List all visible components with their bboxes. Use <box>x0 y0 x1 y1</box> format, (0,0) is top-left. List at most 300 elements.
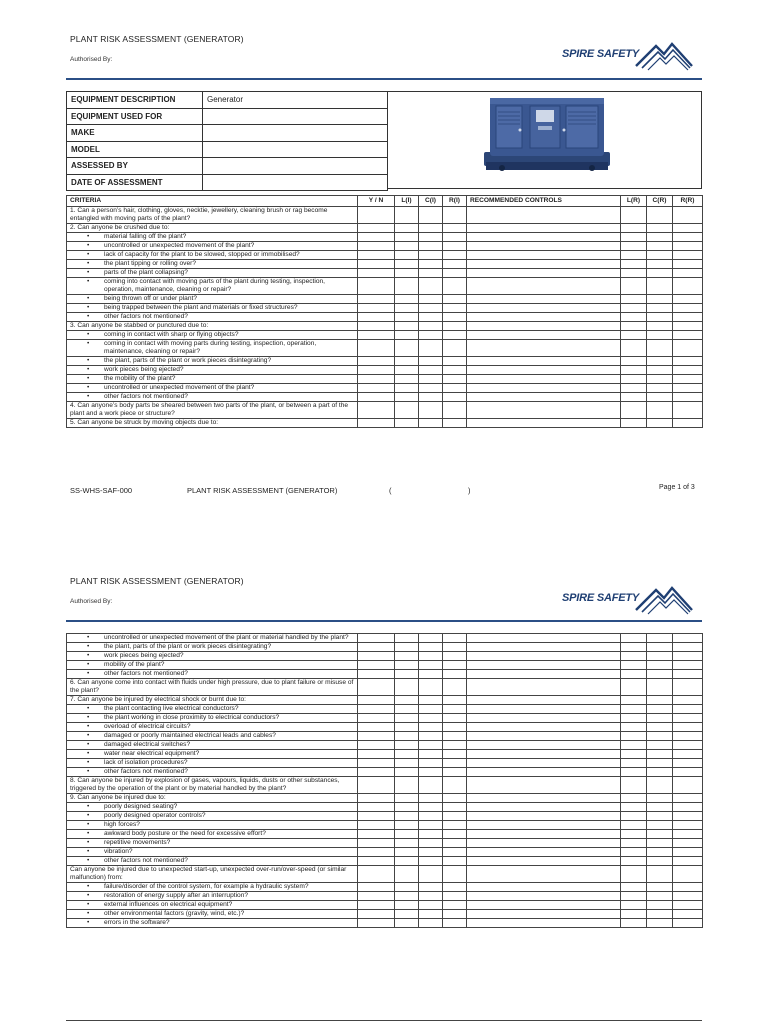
li-cell[interactable] <box>395 652 419 661</box>
lr-cell[interactable] <box>621 883 647 892</box>
yn-cell[interactable] <box>358 768 395 777</box>
ci-cell[interactable] <box>419 251 443 260</box>
li-cell[interactable] <box>395 331 419 340</box>
rr-cell[interactable] <box>673 723 703 732</box>
ci-cell[interactable] <box>419 269 443 278</box>
ci-cell[interactable] <box>419 857 443 866</box>
ri-cell[interactable] <box>443 295 467 304</box>
lr-cell[interactable] <box>621 750 647 759</box>
ri-cell[interactable] <box>443 794 467 803</box>
ri-cell[interactable] <box>443 768 467 777</box>
lr-cell[interactable] <box>621 357 647 366</box>
ci-cell[interactable] <box>419 892 443 901</box>
lr-cell[interactable] <box>621 652 647 661</box>
yn-cell[interactable] <box>358 714 395 723</box>
yn-cell[interactable] <box>358 295 395 304</box>
controls-cell[interactable] <box>467 901 621 910</box>
lr-cell[interactable] <box>621 759 647 768</box>
li-cell[interactable] <box>395 242 419 251</box>
ci-cell[interactable] <box>419 803 443 812</box>
rr-cell[interactable] <box>673 750 703 759</box>
rr-cell[interactable] <box>673 741 703 750</box>
equipment-field-value[interactable] <box>203 141 388 158</box>
yn-cell[interactable] <box>358 723 395 732</box>
yn-cell[interactable] <box>358 759 395 768</box>
controls-cell[interactable] <box>467 224 621 233</box>
yn-cell[interactable] <box>358 732 395 741</box>
lr-cell[interactable] <box>621 848 647 857</box>
ri-cell[interactable] <box>443 224 467 233</box>
yn-cell[interactable] <box>358 242 395 251</box>
rr-cell[interactable] <box>673 260 703 269</box>
yn-cell[interactable] <box>358 634 395 643</box>
controls-cell[interactable] <box>467 251 621 260</box>
rr-cell[interactable] <box>673 634 703 643</box>
ri-cell[interactable] <box>443 812 467 821</box>
lr-cell[interactable] <box>621 732 647 741</box>
li-cell[interactable] <box>395 696 419 705</box>
ci-cell[interactable] <box>419 759 443 768</box>
li-cell[interactable] <box>395 366 419 375</box>
ri-cell[interactable] <box>443 741 467 750</box>
ci-cell[interactable] <box>419 670 443 679</box>
ri-cell[interactable] <box>443 233 467 242</box>
controls-cell[interactable] <box>467 207 621 224</box>
equipment-field-value[interactable] <box>203 174 388 191</box>
ci-cell[interactable] <box>419 375 443 384</box>
lr-cell[interactable] <box>621 340 647 357</box>
ci-cell[interactable] <box>419 821 443 830</box>
controls-cell[interactable] <box>467 384 621 393</box>
yn-cell[interactable] <box>358 393 395 402</box>
controls-cell[interactable] <box>467 402 621 419</box>
controls-cell[interactable] <box>467 794 621 803</box>
controls-cell[interactable] <box>467 768 621 777</box>
lr-cell[interactable] <box>621 260 647 269</box>
yn-cell[interactable] <box>358 705 395 714</box>
ci-cell[interactable] <box>419 278 443 295</box>
rr-cell[interactable] <box>673 919 703 928</box>
ri-cell[interactable] <box>443 652 467 661</box>
lr-cell[interactable] <box>621 419 647 428</box>
cr-cell[interactable] <box>647 233 673 242</box>
yn-cell[interactable] <box>358 331 395 340</box>
ri-cell[interactable] <box>443 643 467 652</box>
rr-cell[interactable] <box>673 207 703 224</box>
ri-cell[interactable] <box>443 848 467 857</box>
li-cell[interactable] <box>395 714 419 723</box>
controls-cell[interactable] <box>467 304 621 313</box>
controls-cell[interactable] <box>467 866 621 883</box>
yn-cell[interactable] <box>358 670 395 679</box>
ri-cell[interactable] <box>443 322 467 331</box>
controls-cell[interactable] <box>467 910 621 919</box>
ri-cell[interactable] <box>443 278 467 295</box>
li-cell[interactable] <box>395 661 419 670</box>
rr-cell[interactable] <box>673 322 703 331</box>
controls-cell[interactable] <box>467 366 621 375</box>
cr-cell[interactable] <box>647 830 673 839</box>
ri-cell[interactable] <box>443 857 467 866</box>
cr-cell[interactable] <box>647 910 673 919</box>
controls-cell[interactable] <box>467 741 621 750</box>
li-cell[interactable] <box>395 269 419 278</box>
li-cell[interactable] <box>395 777 419 794</box>
lr-cell[interactable] <box>621 777 647 794</box>
lr-cell[interactable] <box>621 714 647 723</box>
rr-cell[interactable] <box>673 331 703 340</box>
rr-cell[interactable] <box>673 830 703 839</box>
rr-cell[interactable] <box>673 839 703 848</box>
li-cell[interactable] <box>395 821 419 830</box>
cr-cell[interactable] <box>647 696 673 705</box>
lr-cell[interactable] <box>621 696 647 705</box>
li-cell[interactable] <box>395 910 419 919</box>
controls-cell[interactable] <box>467 812 621 821</box>
li-cell[interactable] <box>395 233 419 242</box>
controls-cell[interactable] <box>467 821 621 830</box>
ri-cell[interactable] <box>443 375 467 384</box>
rr-cell[interactable] <box>673 866 703 883</box>
ri-cell[interactable] <box>443 883 467 892</box>
ri-cell[interactable] <box>443 910 467 919</box>
lr-cell[interactable] <box>621 919 647 928</box>
ci-cell[interactable] <box>419 402 443 419</box>
cr-cell[interactable] <box>647 366 673 375</box>
lr-cell[interactable] <box>621 794 647 803</box>
li-cell[interactable] <box>395 419 419 428</box>
cr-cell[interactable] <box>647 340 673 357</box>
controls-cell[interactable] <box>467 393 621 402</box>
yn-cell[interactable] <box>358 741 395 750</box>
yn-cell[interactable] <box>358 366 395 375</box>
ri-cell[interactable] <box>443 304 467 313</box>
rr-cell[interactable] <box>673 643 703 652</box>
yn-cell[interactable] <box>358 269 395 278</box>
yn-cell[interactable] <box>358 340 395 357</box>
yn-cell[interactable] <box>358 794 395 803</box>
equipment-field-value[interactable]: Generator <box>203 92 388 109</box>
yn-cell[interactable] <box>358 901 395 910</box>
lr-cell[interactable] <box>621 269 647 278</box>
ri-cell[interactable] <box>443 366 467 375</box>
li-cell[interactable] <box>395 357 419 366</box>
controls-cell[interactable] <box>467 857 621 866</box>
rr-cell[interactable] <box>673 340 703 357</box>
yn-cell[interactable] <box>358 910 395 919</box>
controls-cell[interactable] <box>467 357 621 366</box>
rr-cell[interactable] <box>673 857 703 866</box>
lr-cell[interactable] <box>621 803 647 812</box>
rr-cell[interactable] <box>673 313 703 322</box>
lr-cell[interactable] <box>621 304 647 313</box>
ci-cell[interactable] <box>419 366 443 375</box>
ci-cell[interactable] <box>419 419 443 428</box>
lr-cell[interactable] <box>621 366 647 375</box>
rr-cell[interactable] <box>673 366 703 375</box>
rr-cell[interactable] <box>673 224 703 233</box>
ri-cell[interactable] <box>443 340 467 357</box>
li-cell[interactable] <box>395 322 419 331</box>
ci-cell[interactable] <box>419 794 443 803</box>
rr-cell[interactable] <box>673 233 703 242</box>
cr-cell[interactable] <box>647 313 673 322</box>
yn-cell[interactable] <box>358 919 395 928</box>
ri-cell[interactable] <box>443 242 467 251</box>
yn-cell[interactable] <box>358 883 395 892</box>
cr-cell[interactable] <box>647 794 673 803</box>
yn-cell[interactable] <box>358 696 395 705</box>
lr-cell[interactable] <box>621 224 647 233</box>
li-cell[interactable] <box>395 741 419 750</box>
ri-cell[interactable] <box>443 839 467 848</box>
li-cell[interactable] <box>395 393 419 402</box>
li-cell[interactable] <box>395 901 419 910</box>
cr-cell[interactable] <box>647 759 673 768</box>
cr-cell[interactable] <box>647 357 673 366</box>
equipment-field-value[interactable] <box>203 108 388 125</box>
cr-cell[interactable] <box>647 768 673 777</box>
controls-cell[interactable] <box>467 750 621 759</box>
cr-cell[interactable] <box>647 375 673 384</box>
controls-cell[interactable] <box>467 848 621 857</box>
ci-cell[interactable] <box>419 679 443 696</box>
li-cell[interactable] <box>395 803 419 812</box>
rr-cell[interactable] <box>673 794 703 803</box>
yn-cell[interactable] <box>358 839 395 848</box>
lr-cell[interactable] <box>621 295 647 304</box>
controls-cell[interactable] <box>467 723 621 732</box>
li-cell[interactable] <box>395 313 419 322</box>
ci-cell[interactable] <box>419 331 443 340</box>
ri-cell[interactable] <box>443 901 467 910</box>
rr-cell[interactable] <box>673 768 703 777</box>
ci-cell[interactable] <box>419 233 443 242</box>
cr-cell[interactable] <box>647 304 673 313</box>
lr-cell[interactable] <box>621 821 647 830</box>
ci-cell[interactable] <box>419 723 443 732</box>
cr-cell[interactable] <box>647 322 673 331</box>
cr-cell[interactable] <box>647 207 673 224</box>
cr-cell[interactable] <box>647 260 673 269</box>
ri-cell[interactable] <box>443 661 467 670</box>
rr-cell[interactable] <box>673 278 703 295</box>
yn-cell[interactable] <box>358 661 395 670</box>
yn-cell[interactable] <box>358 679 395 696</box>
ri-cell[interactable] <box>443 830 467 839</box>
li-cell[interactable] <box>395 759 419 768</box>
rr-cell[interactable] <box>673 812 703 821</box>
rr-cell[interactable] <box>673 295 703 304</box>
controls-cell[interactable] <box>467 661 621 670</box>
ci-cell[interactable] <box>419 883 443 892</box>
li-cell[interactable] <box>395 224 419 233</box>
rr-cell[interactable] <box>673 910 703 919</box>
li-cell[interactable] <box>395 260 419 269</box>
li-cell[interactable] <box>395 375 419 384</box>
cr-cell[interactable] <box>647 883 673 892</box>
controls-cell[interactable] <box>467 803 621 812</box>
controls-cell[interactable] <box>467 670 621 679</box>
cr-cell[interactable] <box>647 679 673 696</box>
lr-cell[interactable] <box>621 839 647 848</box>
ci-cell[interactable] <box>419 313 443 322</box>
rr-cell[interactable] <box>673 661 703 670</box>
yn-cell[interactable] <box>358 866 395 883</box>
li-cell[interactable] <box>395 670 419 679</box>
cr-cell[interactable] <box>647 812 673 821</box>
ci-cell[interactable] <box>419 777 443 794</box>
yn-cell[interactable] <box>358 357 395 366</box>
yn-cell[interactable] <box>358 313 395 322</box>
li-cell[interactable] <box>395 919 419 928</box>
controls-cell[interactable] <box>467 696 621 705</box>
yn-cell[interactable] <box>358 384 395 393</box>
li-cell[interactable] <box>395 830 419 839</box>
ri-cell[interactable] <box>443 419 467 428</box>
cr-cell[interactable] <box>647 750 673 759</box>
lr-cell[interactable] <box>621 705 647 714</box>
yn-cell[interactable] <box>358 224 395 233</box>
ci-cell[interactable] <box>419 696 443 705</box>
controls-cell[interactable] <box>467 233 621 242</box>
lr-cell[interactable] <box>621 313 647 322</box>
rr-cell[interactable] <box>673 419 703 428</box>
ci-cell[interactable] <box>419 304 443 313</box>
equipment-field-value[interactable] <box>203 158 388 175</box>
lr-cell[interactable] <box>621 402 647 419</box>
cr-cell[interactable] <box>647 777 673 794</box>
lr-cell[interactable] <box>621 741 647 750</box>
cr-cell[interactable] <box>647 723 673 732</box>
ri-cell[interactable] <box>443 821 467 830</box>
lr-cell[interactable] <box>621 670 647 679</box>
li-cell[interactable] <box>395 705 419 714</box>
rr-cell[interactable] <box>673 679 703 696</box>
cr-cell[interactable] <box>647 670 673 679</box>
cr-cell[interactable] <box>647 821 673 830</box>
ri-cell[interactable] <box>443 732 467 741</box>
lr-cell[interactable] <box>621 910 647 919</box>
cr-cell[interactable] <box>647 732 673 741</box>
controls-cell[interactable] <box>467 892 621 901</box>
li-cell[interactable] <box>395 732 419 741</box>
cr-cell[interactable] <box>647 803 673 812</box>
yn-cell[interactable] <box>358 233 395 242</box>
cr-cell[interactable] <box>647 848 673 857</box>
li-cell[interactable] <box>395 634 419 643</box>
cr-cell[interactable] <box>647 661 673 670</box>
ri-cell[interactable] <box>443 679 467 696</box>
cr-cell[interactable] <box>647 919 673 928</box>
yn-cell[interactable] <box>358 777 395 794</box>
rr-cell[interactable] <box>673 393 703 402</box>
ci-cell[interactable] <box>419 634 443 643</box>
ri-cell[interactable] <box>443 313 467 322</box>
yn-cell[interactable] <box>358 251 395 260</box>
lr-cell[interactable] <box>621 322 647 331</box>
yn-cell[interactable] <box>358 278 395 295</box>
rr-cell[interactable] <box>673 777 703 794</box>
yn-cell[interactable] <box>358 892 395 901</box>
ci-cell[interactable] <box>419 207 443 224</box>
ri-cell[interactable] <box>443 331 467 340</box>
li-cell[interactable] <box>395 812 419 821</box>
yn-cell[interactable] <box>358 830 395 839</box>
controls-cell[interactable] <box>467 705 621 714</box>
ri-cell[interactable] <box>443 670 467 679</box>
yn-cell[interactable] <box>358 207 395 224</box>
lr-cell[interactable] <box>621 634 647 643</box>
cr-cell[interactable] <box>647 278 673 295</box>
rr-cell[interactable] <box>673 696 703 705</box>
li-cell[interactable] <box>395 207 419 224</box>
ri-cell[interactable] <box>443 892 467 901</box>
ci-cell[interactable] <box>419 384 443 393</box>
li-cell[interactable] <box>395 768 419 777</box>
controls-cell[interactable] <box>467 679 621 696</box>
lr-cell[interactable] <box>621 768 647 777</box>
yn-cell[interactable] <box>358 750 395 759</box>
ci-cell[interactable] <box>419 652 443 661</box>
li-cell[interactable] <box>395 866 419 883</box>
controls-cell[interactable] <box>467 830 621 839</box>
ri-cell[interactable] <box>443 384 467 393</box>
lr-cell[interactable] <box>621 812 647 821</box>
li-cell[interactable] <box>395 857 419 866</box>
li-cell[interactable] <box>395 278 419 295</box>
cr-cell[interactable] <box>647 643 673 652</box>
controls-cell[interactable] <box>467 375 621 384</box>
ri-cell[interactable] <box>443 919 467 928</box>
controls-cell[interactable] <box>467 777 621 794</box>
rr-cell[interactable] <box>673 652 703 661</box>
rr-cell[interactable] <box>673 848 703 857</box>
yn-cell[interactable] <box>358 419 395 428</box>
cr-cell[interactable] <box>647 634 673 643</box>
ci-cell[interactable] <box>419 643 443 652</box>
rr-cell[interactable] <box>673 384 703 393</box>
cr-cell[interactable] <box>647 839 673 848</box>
controls-cell[interactable] <box>467 714 621 723</box>
li-cell[interactable] <box>395 340 419 357</box>
rr-cell[interactable] <box>673 304 703 313</box>
lr-cell[interactable] <box>621 866 647 883</box>
lr-cell[interactable] <box>621 661 647 670</box>
li-cell[interactable] <box>395 794 419 803</box>
ci-cell[interactable] <box>419 705 443 714</box>
ci-cell[interactable] <box>419 839 443 848</box>
rr-cell[interactable] <box>673 821 703 830</box>
li-cell[interactable] <box>395 679 419 696</box>
li-cell[interactable] <box>395 750 419 759</box>
ri-cell[interactable] <box>443 251 467 260</box>
yn-cell[interactable] <box>358 322 395 331</box>
ci-cell[interactable] <box>419 901 443 910</box>
rr-cell[interactable] <box>673 901 703 910</box>
controls-cell[interactable] <box>467 340 621 357</box>
ci-cell[interactable] <box>419 260 443 269</box>
lr-cell[interactable] <box>621 233 647 242</box>
lr-cell[interactable] <box>621 384 647 393</box>
ri-cell[interactable] <box>443 866 467 883</box>
ri-cell[interactable] <box>443 714 467 723</box>
controls-cell[interactable] <box>467 331 621 340</box>
li-cell[interactable] <box>395 304 419 313</box>
ci-cell[interactable] <box>419 242 443 251</box>
yn-cell[interactable] <box>358 652 395 661</box>
lr-cell[interactable] <box>621 901 647 910</box>
